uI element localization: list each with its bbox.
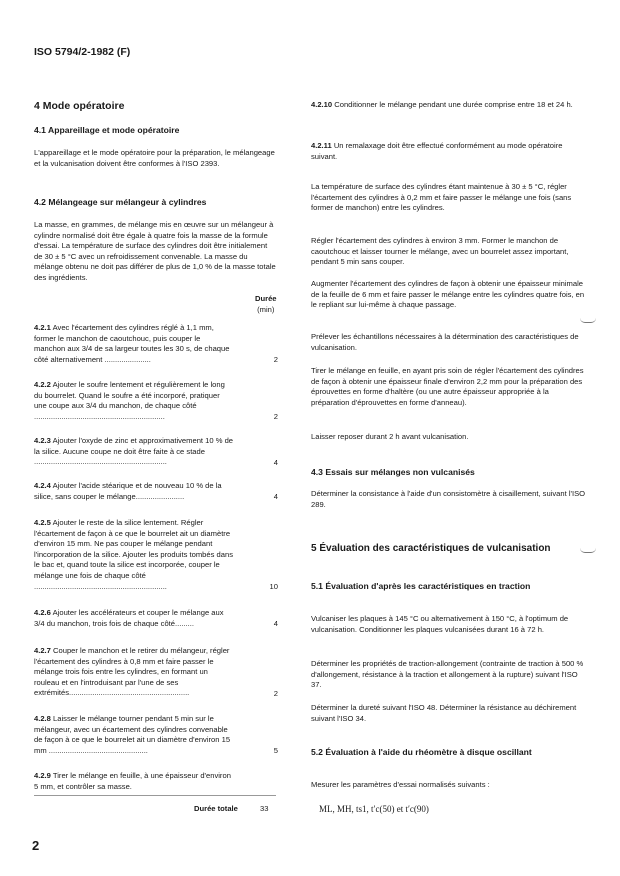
- remix-paragraph-2: Régler l'écartement des cylindres à environ 3 mm. Former le manchon de caoutchouc et laisser tourner le mélange, avec un bourrelet assez important, pendant 5 min sans couper.: [311, 236, 569, 267]
- step-4-2-8: [34, 714, 276, 756]
- step-4-2-3: [34, 436, 276, 468]
- step-4-2-9: [34, 771, 276, 792]
- step-text: Ajouter le reste de la silice lentement. Régler l'écartement de façon à ce que le bourrelet ait un diamètre d'environ 15 mm. Ne pas couper le mélange pendant l'incorporation de la silice. Ajouter les produits tombés dans le bac et, quand toute la silice est incorporée, couper le mélange une fois de chaque côté ...............................................................: [34, 518, 233, 591]
- remix-paragraph-4: Prélever les échantillons nécessaires à la détermination des caractéristiques de vulcanisation.: [311, 332, 579, 352]
- step-text: Avec l'écartement des cylindres réglé à 1,1 mm, former le manchon de caoutchouc, puis couper le manchon aux 3/4 de sa largeur toutes les 30 s, de chaque côté alternativement ......................: [34, 323, 230, 364]
- step-duration: 5: [273, 746, 278, 755]
- step-4-2-7: [34, 646, 276, 699]
- step-text: Couper le manchon et le retirer du mélangeur, régler l'écartement des cylindres à 0,8 mm et faire passer le mélange trois fois entre les cylindres, en formant un rouleau et en l'introduisant par l'une de ses extrémités.........................................................: [34, 646, 230, 698]
- step-text: Un remalaxage doit être effectué conformément au mode opératoire suivant.: [311, 141, 563, 161]
- page-number: 2: [32, 838, 40, 853]
- step-number: 4.2.5: [34, 518, 51, 527]
- step-number: 4.2.8: [34, 714, 51, 723]
- section-4-2-text: La masse, en grammes, de mélange mis en œuvre sur un mélangeur à cylindre normalisé doit être égale à quatre fois la masse de la formule d'essai. La température de surface des cylindres doit être initialement de 30 ± 5 °C avec un refroidissement convenable. La masse du mélange obtenu ne doit pas différer de plus de 1,0 % de la masse totale des ingrédients.: [34, 220, 276, 282]
- step-duration: 4: [273, 492, 278, 501]
- step-duration: 2: [273, 355, 278, 364]
- section-4-3-text: Déterminer la consistance à l'aide d'un consistomètre à cisaillement, suivant l'ISO 289.: [311, 489, 586, 509]
- step-number: 4.2.11: [311, 141, 332, 150]
- total-divider: [34, 795, 276, 796]
- step-text: Tirer le mélange en feuille, à une épaisseur d'environ 5 mm, et contrôler sa masse.: [34, 771, 231, 791]
- step-number: 4.2.9: [34, 771, 51, 780]
- step-4-2-5: [34, 518, 276, 592]
- step-duration: 4: [273, 458, 278, 467]
- remix-paragraph-1: La température de surface des cylindres étant maintenue à 30 ± 5 °C, régler l'écartement des cylindres à 0,2 mm et faire passer le mélange une fois (sans former de manchon) entre les cylindres.: [311, 182, 572, 213]
- step-number: 4.2.7: [34, 646, 51, 655]
- step-duration: 2: [273, 412, 278, 421]
- section-4-2-title: 4.2 Mélangeage sur mélangeur à cylindres: [34, 197, 207, 207]
- remix-paragraph-3: Augmenter l'écartement des cylindres de façon à obtenir une épaisseur minimale de la feuille de 6 mm et faire passer le mélange entre les cylindres quatre fois, en le repliant sur lui-même à chaque passage.: [311, 279, 585, 310]
- section-4-3-title: 4.3 Essais sur mélanges non vulcanisés: [311, 467, 475, 477]
- section-4-1-text: L'appareillage et le mode opératoire pour la préparation, le mélangeage et la vulcanisation doivent être conformes à l'ISO 2393.: [34, 148, 275, 168]
- section-5-2-text: Mesurer les paramètres d'essai normalisés suivants :: [311, 780, 490, 789]
- step-duration: 10: [269, 582, 278, 591]
- step-number: 4.2.1: [34, 323, 51, 332]
- step-text: Ajouter l'acide stéarique et de nouveau 10 % de la silice, sans couper le mélange.......................: [34, 481, 222, 501]
- step-text: Conditionner le mélange pendant une durée comprise entre 18 et 24 h.: [334, 100, 573, 109]
- section-5-2-title: 5.2 Évaluation à l'aide du rhéomètre à disque oscillant: [311, 747, 532, 757]
- document-header: ISO 5794/2-1982 (F): [34, 46, 131, 58]
- step-4-2-2: [34, 380, 276, 422]
- step-number: 4.2.6: [34, 608, 51, 617]
- step-number: 4.2.3: [34, 436, 51, 445]
- remix-paragraph-5: Tirer le mélange en feuille, en ayant pris soin de régler l'écartement des cylindres de façon à obtenir une épaisseur finale d'environ 2,2 mm pour la préparation des éprouvettes en forme d'haltère (ou une autre épaisseur appropriée à la préparation d'éprouvettes en forme d'anneau).: [311, 366, 584, 407]
- step-4-2-10: [311, 100, 587, 111]
- margin-mark: [580, 318, 596, 323]
- step-4-2-6: [34, 608, 276, 629]
- section-5-1-paragraph-1: Vulcaniser les plaques à 145 °C ou alternativement à 150 °C, à l'optimum de vulcanisation. Conditionner les plaques vulcanisées durant 16 à 72 h.: [311, 614, 569, 634]
- section-5-1-paragraph-3: Déterminer la dureté suivant l'ISO 48. Déterminer la résistance au déchirement suivant l'ISO 34.: [311, 703, 577, 723]
- duration-column-header: [255, 294, 277, 315]
- step-duration: 4: [273, 619, 278, 628]
- step-4-2-1: [34, 323, 276, 365]
- section-5-title: 5 Évaluation des caractéristiques de vulcanisation: [311, 543, 551, 554]
- step-4-2-4: [34, 481, 276, 502]
- margin-mark: [580, 548, 596, 553]
- step-text: Ajouter les accélérateurs et couper le mélange aux 3/4 du manchon, trois fois de chaque côté.........: [34, 608, 224, 628]
- section-5-1-paragraph-2: Déterminer les propriétés de traction-allongement (contrainte de traction à 500 % d'allongement, résistance à la traction et allongement à la rupture) suivant l'ISO 37.: [311, 659, 584, 690]
- total-duration-value: 33: [260, 804, 269, 813]
- step-number: 4.2.2: [34, 380, 51, 389]
- step-text: Laisser le mélange tourner pendant 5 min sur le mélangeur, avec un écartement des cylindres convenable de façon à ce que le bourrelet ait un diamètre d'environ 15 mm ...............................................: [34, 714, 231, 755]
- section-4-1-title: 4.1 Appareillage et mode opératoire: [34, 125, 180, 135]
- step-number: 4.2.4: [34, 481, 51, 490]
- duration-label: Durée: [255, 294, 277, 303]
- step-text: Ajouter l'oxyde de zinc et approximativement 10 % de la silice. Aucune coupe ne doit être faite à ce stade ...............................................................: [34, 436, 234, 467]
- step-duration: 2: [273, 689, 278, 698]
- total-duration-label: Durée totale: [194, 804, 238, 813]
- remix-paragraph-6: Laisser reposer durant 2 h avant vulcanisation.: [311, 432, 469, 441]
- section-4-title: 4 Mode opératoire: [34, 100, 125, 112]
- step-text: Ajouter le soufre lentement et régulièrement le long du bourrelet. Quand le soufre a été incorporé, pratiquer une coupe aux 3/4 du manchon, de chaque côté ..............................................................: [34, 380, 225, 421]
- rheometer-parameters-formula: ML, MH, ts1, t′c(50) et t′c(90): [319, 804, 429, 814]
- step-4-2-11: [311, 141, 587, 162]
- section-5-1-title: 5.1 Évaluation d'après les caractéristiques en traction: [311, 581, 531, 591]
- duration-unit: (min): [257, 304, 275, 314]
- step-number: 4.2.10: [311, 100, 333, 109]
